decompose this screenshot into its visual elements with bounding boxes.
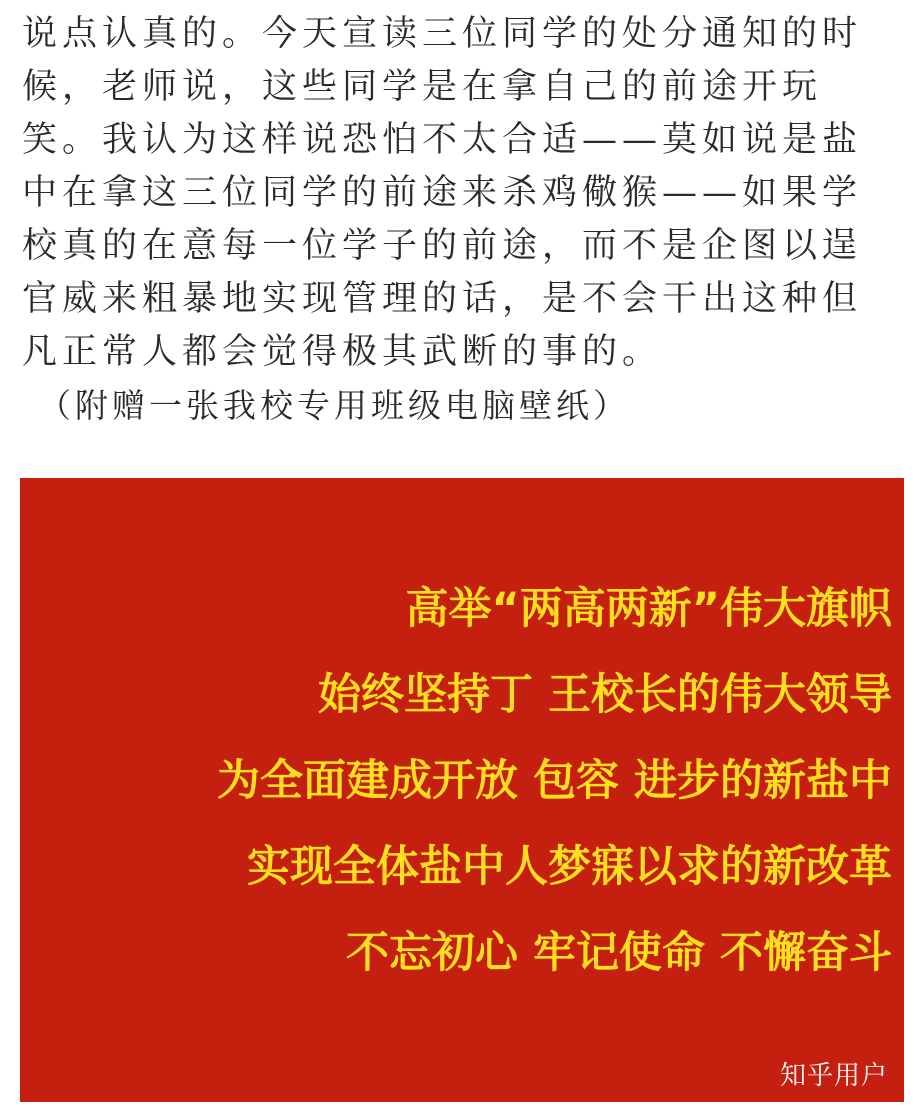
slogan-line: 高举“两高两新”伟大旗帜 [405,584,892,634]
slogan-line: 为全面建成开放 包容 进步的新盐中 [217,756,892,806]
note-line: 官威来粗暴地实现管理的话，是不会干出这种但 [22,279,863,319]
note-line: 说点认真的。今天宣读三位同学的处分通知的时 [22,14,863,54]
slogan-line: 始终坚持丁 王校长的伟大领导 [318,670,892,720]
note-caption: （附赠一张我校专用班级电脑壁纸） [38,386,630,425]
note-line: 笑。我认为这样说恐怕不太合适——莫如说是盐 [22,120,863,160]
wallpaper-banner [20,478,904,1102]
handwritten-note [22,8,902,468]
slogan-line: 实现全体盐中人梦寐以求的新改革 [247,842,892,892]
note-line: 凡正常人都会觉得极其武断的事的。 [22,332,663,372]
note-line: 校真的在意每一位学子的前途，而不是企图以逞 [22,226,863,266]
slogan-line: 不忘初心 牢记使命 不懈奋斗 [346,928,892,978]
note-line: 中在拿这三位同学的前途来杀鸡儆猴——如果学 [22,173,863,213]
note-line: 候，老师说，这些同学是在拿自己的前途开玩 [22,67,823,107]
slogan-list [217,566,892,996]
watermark: 知乎用户 [779,1061,888,1091]
